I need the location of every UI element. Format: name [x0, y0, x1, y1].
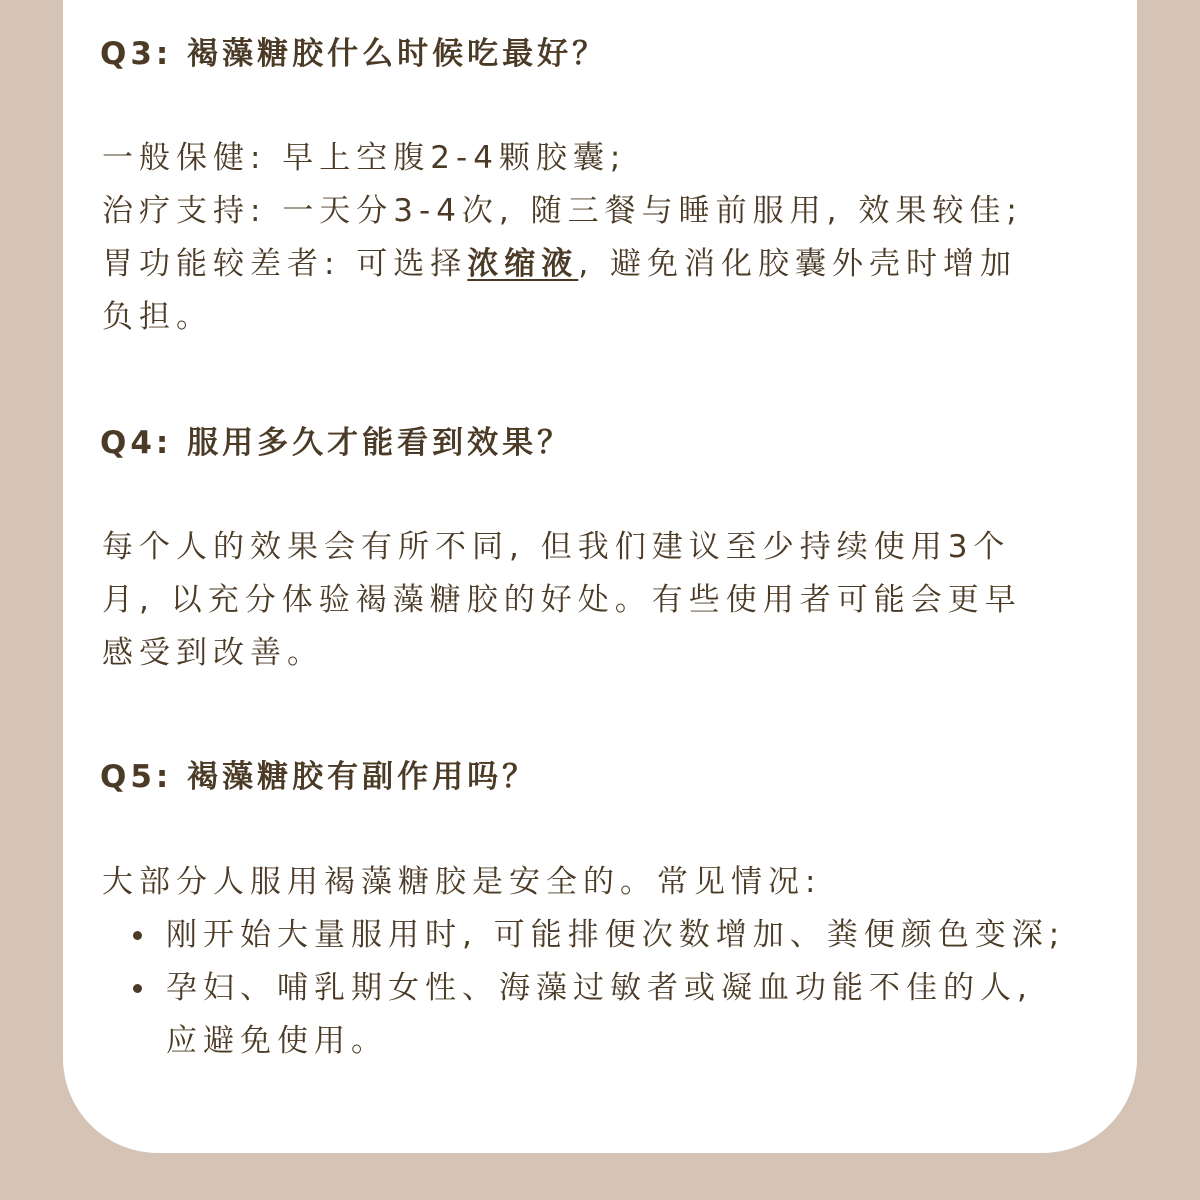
list-item [0, 909, 1065, 962]
side-effects-list [0, 909, 1065, 1068]
answer-line: 一般保健: 早上空腹2-4颗胶囊; [102, 140, 627, 176]
concentrate-link[interactable]: 浓缩液 [467, 246, 579, 282]
list-item-text: 刚开始大量服用时, 可能排便次数增加、粪便颜色变深; [166, 917, 1066, 953]
faq-question-q5: Q5: 褐藻糖胶有副作用吗？ [100, 759, 538, 795]
bullet-dot-icon [133, 984, 142, 993]
list-item-text: 应避免使用。 [166, 1023, 388, 1059]
answer-line: 感受到改善。 [102, 635, 324, 671]
answer-line: 治疗支持: 一天分3-4次, 随三餐与睡前服用, 效果较佳; [102, 193, 1023, 229]
faq-question-q3: Q3: 褐藻糖胶什么时候吃最好？ [100, 36, 608, 72]
answer-line [102, 238, 1023, 291]
faq-answer-q4 [102, 521, 1022, 680]
faq-question-q4: Q4: 服用多久才能看到效果？ [100, 425, 573, 461]
answer-line-after-link: , 避免消化胶囊外壳时增加 [578, 246, 1018, 282]
answer-line: 大部分人服用褐藻糖胶是安全的。常见情况: [102, 864, 822, 900]
faq-answer-q3 [102, 132, 1023, 344]
answer-line: 月, 以充分体验褐藻糖胶的好处。有些使用者可能会更早 [102, 582, 1022, 618]
list-item-text: 孕妇、哺乳期女性、海藻过敏者或凝血功能不佳的人, [166, 970, 1033, 1006]
bullet-dot-icon [133, 931, 142, 940]
list-item [0, 962, 1065, 1068]
answer-line: 负担。 [102, 299, 213, 335]
answer-line-before-link: 胃功能较差者: 可选择 [102, 246, 468, 282]
faq-answer-q5-intro [102, 856, 821, 909]
answer-line: 每个人的效果会有所不同, 但我们建议至少持续使用3个 [102, 529, 1011, 565]
